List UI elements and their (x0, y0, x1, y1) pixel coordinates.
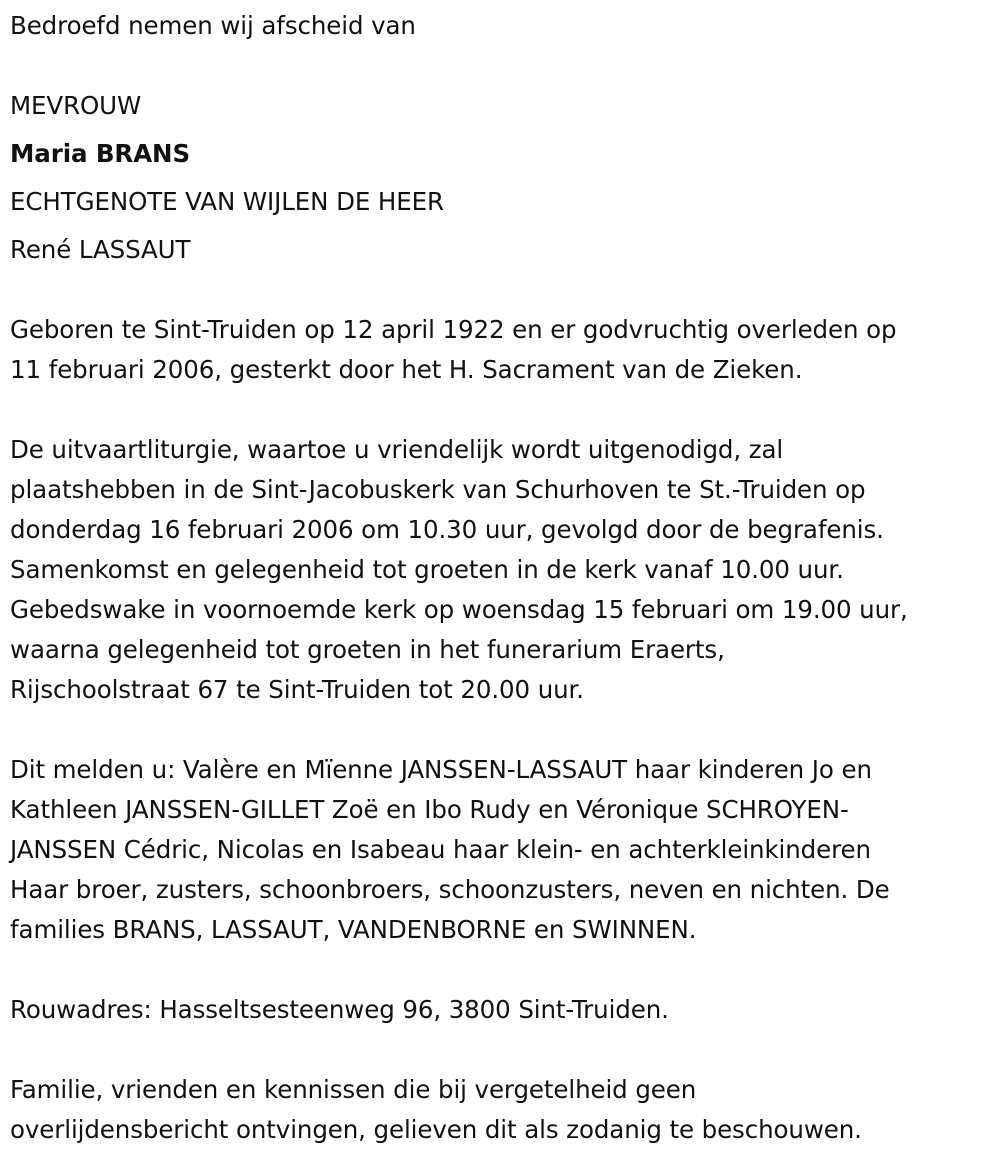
funeral-info-line: waarna gelegenheid tot groeten in het funerarium Eraerts, (10, 635, 725, 664)
funeral-info-line: donderdag 16 februari 2006 om 10.30 uur, gevolgd door de begrafenis. (10, 515, 884, 544)
funeral-info-line: Gebedswake in voornoemde kerk op woensdag 15 februari om 19.00 uur, (10, 595, 908, 624)
funeral-info-line: De uitvaartliturgie, waartoe u vriendelijk wordt uitgenodigd, zal (10, 435, 784, 464)
mourning-address: Rouwadres: Hasseltsesteenweg 96, 3800 Sint-Truiden. (10, 995, 669, 1024)
spouse-name: René LASSAUT (10, 235, 191, 264)
relation-text: ECHTGENOTE VAN WIJLEN DE HEER (10, 187, 444, 216)
birth-death-line: 11 februari 2006, gesterkt door het H. Sacrament van de Zieken. (10, 355, 803, 384)
family-line: Kathleen JANSSEN-GILLET Zoë en Ibo Rudy en Véronique SCHROYEN- (10, 795, 849, 824)
closing-line: overlijdensbericht ontvingen, gelieven dit als zodanig te beschouwen. (10, 1115, 862, 1144)
deceased-name: Maria BRANS (10, 139, 191, 168)
birth-death-line: Geboren te Sint-Truiden op 12 april 1922 en er godvruchtig overleden op (10, 315, 897, 344)
closing-line: Familie, vrienden en kennissen die bij vergetelheid geen (10, 1075, 697, 1104)
family-line: Haar broer, zusters, schoonbroers, schoonzusters, neven en nichten. De (10, 875, 890, 904)
funeral-info-line: plaatshebben in de Sint-Jacobuskerk van Schurhoven te St.-Truiden op (10, 475, 866, 504)
family-line: Dit melden u: Valère en Mïenne JANSSEN-LASSAUT haar kinderen Jo en (10, 755, 872, 784)
funeral-info-line: Rijschoolstraat 67 te Sint-Truiden tot 20.00 uur. (10, 675, 584, 704)
funeral-info-line: Samenkomst en gelegenheid tot groeten in de kerk vanaf 10.00 uur. (10, 555, 844, 584)
honorific-title: MEVROUW (10, 91, 142, 120)
intro-text: Bedroefd nemen wij afscheid van (10, 11, 416, 40)
family-line: JANSSEN Cédric, Nicolas en Isabeau haar klein- en achterkleinkinderen (10, 835, 871, 864)
family-line: families BRANS, LASSAUT, VANDENBORNE en SWINNEN. (10, 915, 697, 944)
